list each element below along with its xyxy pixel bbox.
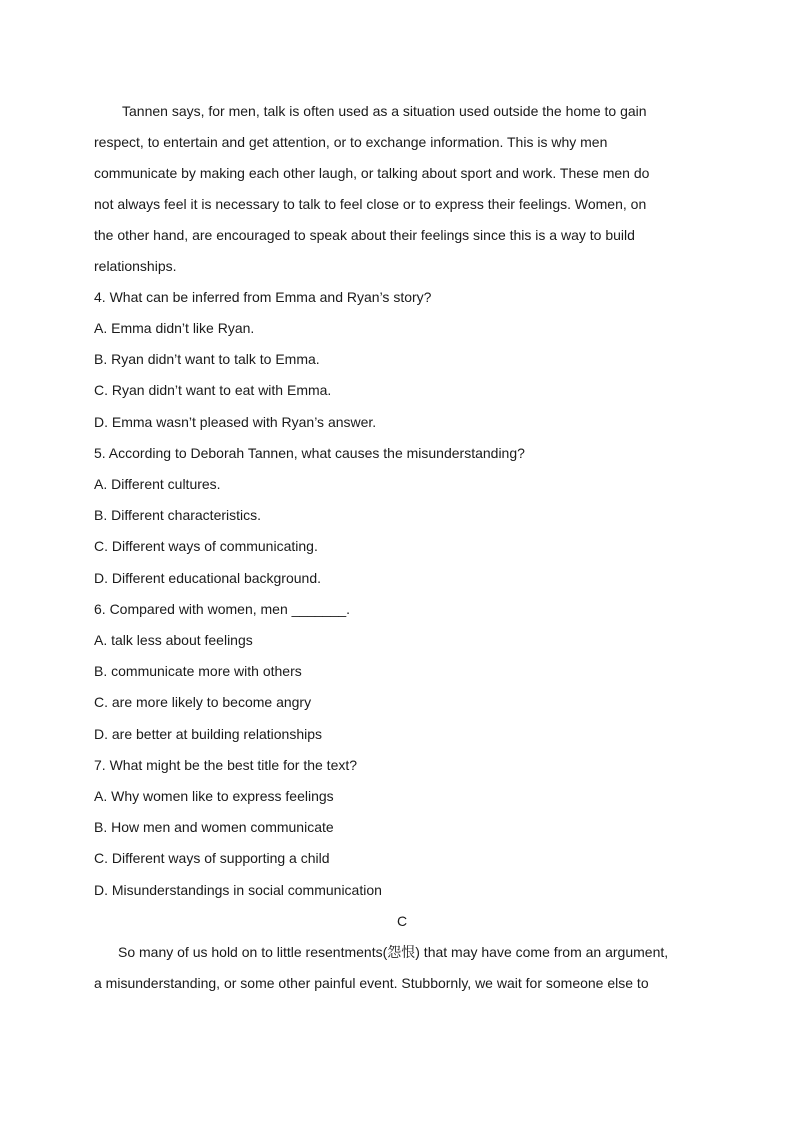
passage-b-line-5: the other hand, are encouraged to speak about their feelings since this is a way to build [94,227,635,243]
question-4-option-a: A. Emma didn’t like Ryan. [94,320,255,336]
section-c-heading: C [396,913,408,929]
question-6-option-d: D. are better at building relationships [94,726,323,742]
question-7-option-d: D. Misunderstandings in social communication [94,882,382,898]
question-4-stem: 4. What can be inferred from Emma and Ryan’s story? [94,289,432,305]
passage-b-line-2: respect, to entertain and get attention, or to exchange information. This is why men [94,134,608,150]
question-4-option-c: C. Ryan didn’t want to eat with Emma. [94,382,332,398]
question-4-option-b: B. Ryan didn’t want to talk to Emma. [94,351,320,367]
question-6-option-c: C. are more likely to become angry [94,694,312,710]
passage-b-line-4: not always feel it is necessary to talk to feel close or to express their feelings. Women, on [94,196,647,212]
question-5-option-a: A. Different cultures. [94,476,221,492]
question-5-stem: 5. According to Deborah Tannen, what causes the misunderstanding? [94,445,525,461]
question-7-option-b: B. How men and women communicate [94,819,334,835]
question-7-option-c: C. Different ways of supporting a child [94,850,330,866]
passage-b-line-1: Tannen says, for men, talk is often used as a situation used outside the home to gain [122,103,647,119]
question-5-option-d: D. Different educational background. [94,570,321,586]
passage-c-line-1: So many of us hold on to little resentments(怨恨) that may have come from an argument, [118,944,669,960]
question-5-option-b: B. Different characteristics. [94,507,262,523]
question-6-stem: 6. Compared with women, men _______. [94,601,351,617]
question-5-option-c: C. Different ways of communicating. [94,538,318,554]
passage-c-line-2: a misunderstanding, or some other painful event. Stubbornly, we wait for someone else to [94,975,649,991]
question-4-option-d: D. Emma wasn’t pleased with Ryan’s answer. [94,414,377,430]
question-6-option-b: B. communicate more with others [94,663,302,679]
passage-b-line-3: communicate by making each other laugh, or talking about sport and work. These men do [94,165,650,181]
question-7-option-a: A. Why women like to express feelings [94,788,334,804]
passage-b-line-6: relationships. [94,258,177,274]
question-6-option-a: A. talk less about feelings [94,632,253,648]
question-7-stem: 7. What might be the best title for the text? [94,757,358,773]
